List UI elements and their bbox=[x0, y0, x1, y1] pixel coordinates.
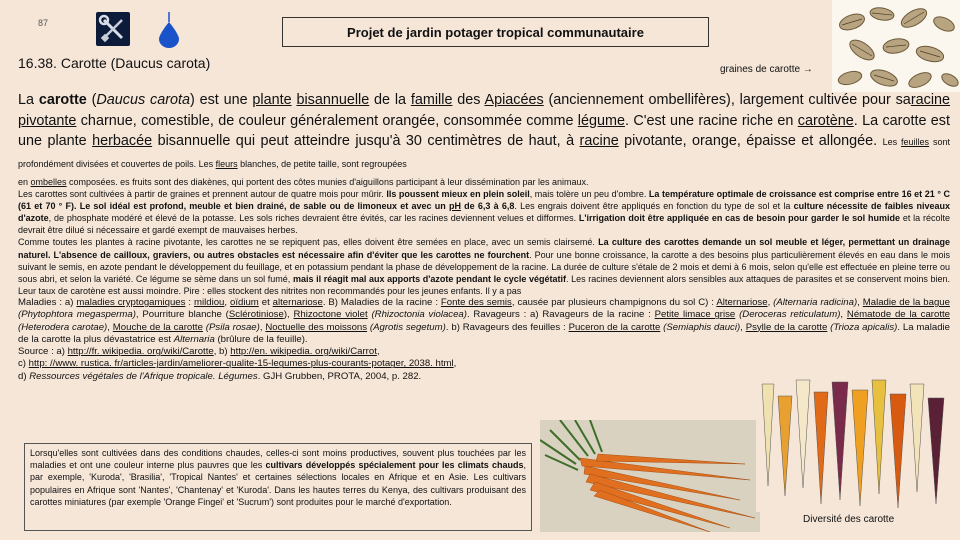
colorful-carrots-image bbox=[756, 376, 956, 512]
link-ph[interactable]: pH bbox=[448, 201, 461, 212]
water-drop-icon bbox=[156, 12, 182, 48]
link-alternariose[interactable]: alternariose bbox=[272, 296, 323, 308]
link-carotene[interactable]: carotène bbox=[797, 112, 854, 129]
link-feuilles[interactable]: feuilles bbox=[901, 137, 930, 148]
seeds-caption: graines de carotte → bbox=[720, 64, 813, 75]
link-oidium[interactable]: oïdium bbox=[230, 296, 259, 308]
link-petite-limace[interactable]: Petite limace grise bbox=[654, 309, 736, 321]
intro-paragraph: La carotte (Daucus carota) est une plante bisannuelle de la famille des Apiacées (anciennement ombellifères), largement cultivée pour saracine pivotante charnue, comestible, de couleur généralement orangée, consommée comme légume. C'est une racine riche en carotène. La carotte est une plante herbacée bisannuelle qui peut atteindre jusqu'à 30 centimètres de haut, à racine pivotante, orange, épaisse et allongée. Les feuilles sont profondément divisées et couvertes de poils. Les fleurs blanches, de petite taille, sont regroupées bbox=[18, 92, 951, 169]
paragraph-fruits: en ombelles composées. es fruits sont des diakènes, qui portent des côtes munies d'aiguillons participant à leur dissémination par les animaux. bbox=[18, 177, 589, 187]
cultivars-box: Lorsqu'elles sont cultivées dans des conditions chaudes, celles-ci sont moins productives, souvent plus touchées par les maladies et ont une couleur interne plus pauvres que les cultivars développés spécialement pour les climats chauds, par exemple, 'Kuroda', 'Brasilia', 'Tropical Nantes' et certaines sélections locales en Afrique et en Asie. Les cultivars populaires en Afrique sont 'Nantes', 'Chantenay' et 'Kuroda'. Dans les hautes terres du Kenya, des cultivars produisant des carottes miniatures (par exemple 'Orange Fingei' et 'Sucrum') sont produites pour le marché d'exportation. bbox=[24, 443, 532, 531]
link-puceron[interactable]: Puceron de la carotte bbox=[568, 321, 661, 333]
link-legume[interactable]: légume bbox=[577, 112, 625, 129]
link-noctuelle[interactable]: Noctuelle des moissons bbox=[265, 321, 368, 333]
link-maladies-cryptogamiques[interactable]: maladies cryptogamiques bbox=[76, 296, 186, 308]
link-mildiou[interactable]: mildiou bbox=[193, 296, 225, 308]
link-alternariose-2[interactable]: Alternariose bbox=[716, 296, 768, 308]
body-text bbox=[18, 176, 950, 383]
link-herbacee[interactable]: herbacée bbox=[92, 133, 153, 150]
link-racine[interactable]: racine bbox=[579, 133, 619, 150]
link-sclerotiniose[interactable]: Sclérotiniose bbox=[228, 309, 284, 321]
page-title: Projet de jardin potager tropical communautaire bbox=[282, 17, 709, 47]
link-source-a[interactable]: http://fr. wikipedia. org/wiki/Carotte bbox=[67, 346, 214, 358]
link-racine-pivotante[interactable]: racine pivotante bbox=[18, 92, 951, 129]
link-fleurs[interactable]: fleurs bbox=[215, 158, 238, 169]
link-famille[interactable]: famille bbox=[410, 92, 453, 108]
diversity-caption: Diversité des carotte bbox=[803, 514, 895, 525]
paragraph-culture: Les carottes sont cultivées à partir de graines et prennent autour de quatre mois pour mûrir. Ils poussent mieux en plein soleil, mais tolère un peu d'ombre. La température optimale de croissance est comprise entre 16 et 21 ° C (61 et 70 ° F). Le sol idéal est profond, meuble et bien drainé, de sable ou de limoneux et avec un pH de 6,3 à 6,8. Les engrais doivent être appliqués en fonction du type de sol et la culture nécessite de faibles niveaux d'azote, de phosphate modéré et élevé de la potasse. Les sols riches devraient être évités, car les racines deviennent velues et difformes. L'irrigation doit être appliquée en cas de besoin pour garder le sol humide et la récolte devrait être dilué si nécessaire et gardé exempt de mauvaises herbes. bbox=[18, 189, 950, 236]
paragraph-semis: Comme toutes les plantes à racine pivotante, les carottes ne se repiquent pas, elles doivent être semées en place, avec un semis clairsemé. La culture des carottes demande un sol meuble et léger, permettant un drainage naturel. L'absence de cailloux, graviers, ou autres obstacles est nécessaire afin d'éviter que les carottes ne fourchent. Pour une bonne croissance, la carotte a des besoins plus particulièrement élevés en eau dans le mois suivant le semis, en azote pendant le développement du feuillage, et en potassium pendant la phase de développement de la racine. La durée de culture s'étale de 2 mois et demi à 6 mois, selon qu'elle est effectuée en pleine terre ou sous abri, et selon la variété. Ce légume se sème dans un sol fumé, mais il réagit mal aux apports d'azote pendant le cycle végétatif. Les racines deviennent alors sensibles aux attaques de parasites et se conservent moins bien. Leur taux de carotène est aussi moindre. Pire : elles stockent des nitrites non recommandés pour les jeunes enfants. Il y a pas bbox=[18, 237, 950, 296]
carrot-seeds-image bbox=[832, 0, 960, 92]
section-heading: 16.38. Carotte (Daucus carota) bbox=[18, 55, 211, 71]
harvested-carrots-image bbox=[540, 420, 760, 532]
link-maladie-bague[interactable]: Maladie de la bague bbox=[862, 296, 950, 308]
link-psylle[interactable]: Psylle de la carotte bbox=[745, 321, 828, 333]
link-bisannuelle[interactable]: bisannuelle bbox=[296, 92, 370, 108]
link-plante[interactable]: plante bbox=[252, 92, 292, 108]
link-source-c[interactable]: http: //www. rustica. fr/articles-jardin/ameliorer-qualite-15-legumes-plus-courants-potager, 2038. html bbox=[28, 358, 454, 370]
link-source-b[interactable]: http://en. wikipedia. org/wiki/Carrot bbox=[230, 346, 377, 358]
paragraph-maladies: Maladies : a) maladies cryptogamiques : mildiou, oïdium et alternariose. B) Maladies de la racine : Fonte des semis, causée par plusieurs champignons du sol C) : Alternariose, (Alternaria radicina), Maladie de la bague (Phytophtora megasperma), Pourriture blanche (Sclérotiniose), Rhizoctone violet (Rhizoctonia violacea). Ravageurs : a) Ravageurs de la racine : Petite limace grise (Deroceras reticulatum), Nématode de la carotte (Heterodera carotae), Mouche de la carotte (Psila rosae), Noctuelle des moissons (Agrotis segetum). b) Ravageurs des feuilles : Puceron de la carotte (Semiaphis dauci), Psylle de la carotte (Trioza apicalis). La maladie de la carotte la plus dévastatrice est Alternaria (brûlure de la feuille). bbox=[18, 296, 950, 345]
source-d: d) Ressources végétales de l'Afrique tropicale. Légumes. GJH Grubben, PROTA, 2004, p. 282. bbox=[18, 370, 422, 382]
source-c: c) http: //www. rustica. fr/articles-jardin/ameliorer-qualite-15-legumes-plus-courants-potager, 2038. html, bbox=[18, 358, 457, 370]
link-ombelles[interactable]: ombelles bbox=[30, 177, 67, 187]
link-apiacees[interactable]: Apiacées bbox=[484, 92, 544, 108]
sources: Source : a) http://fr. wikipedia. org/wiki/Carotte, b) http://en. wikipedia. org/wiki/Carrot, bbox=[18, 346, 380, 358]
link-mouche[interactable]: Mouche de la carotte bbox=[112, 321, 203, 333]
link-rhizoctone[interactable]: Rhizoctone violet bbox=[293, 309, 368, 321]
wrench-screwdriver-icon bbox=[96, 12, 130, 46]
link-fonte-des-semis[interactable]: Fonte des semis bbox=[440, 296, 512, 308]
page-number: 87 bbox=[38, 18, 49, 28]
link-nematode[interactable]: Nématode de la carotte bbox=[846, 309, 950, 321]
